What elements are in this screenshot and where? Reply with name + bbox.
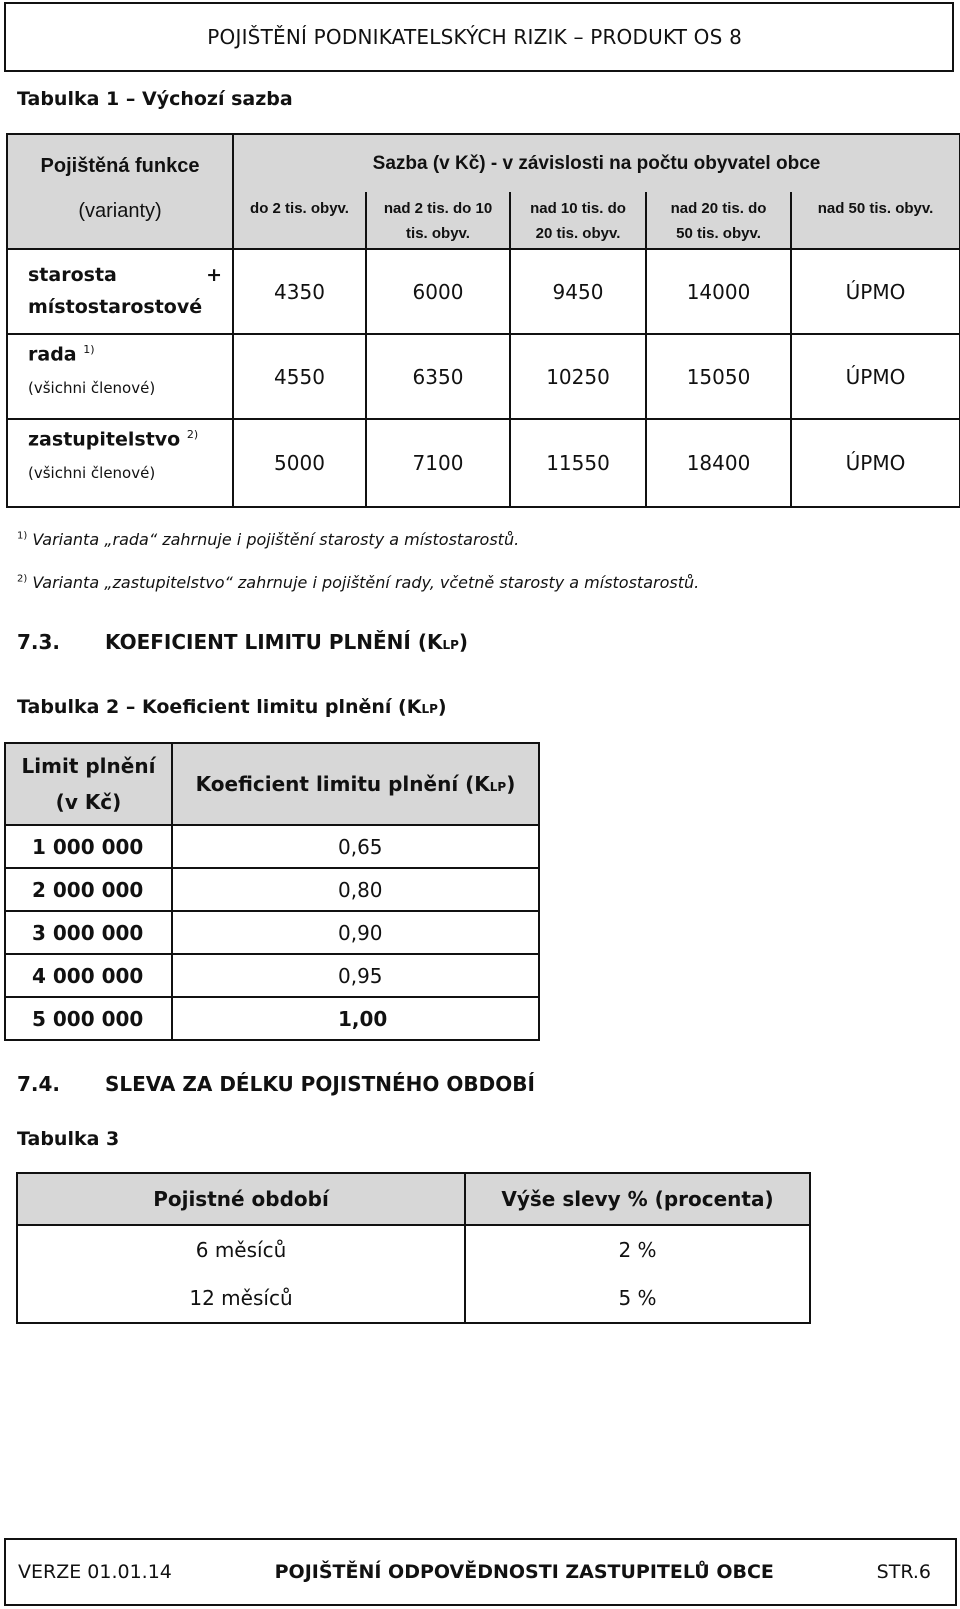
row-label-text: starosta bbox=[28, 264, 117, 286]
footer-page-number: STR.6 bbox=[876, 1561, 931, 1583]
coefficient-header bbox=[172, 743, 539, 825]
column-header-line1: nad 10 tis. do bbox=[530, 200, 626, 217]
row-label-sub: (všichni členové) bbox=[28, 379, 156, 398]
rate-cell: 11550 bbox=[510, 419, 646, 507]
rate-cell: ÚPMO bbox=[791, 419, 960, 507]
rate-cell: 9450 bbox=[510, 249, 646, 334]
rate-cell: 6350 bbox=[366, 334, 510, 419]
column-header bbox=[366, 192, 510, 249]
column-header bbox=[646, 192, 791, 249]
table-row bbox=[7, 334, 960, 419]
discount-header: Výše slevy % (procenta) bbox=[465, 1173, 810, 1225]
column-header-line1: nad 20 tis. do bbox=[670, 200, 767, 217]
footnote-text: Varianta „zastupitelstvo“ zahrnuje i pojištění rady, včetně starosty a místostarostů. bbox=[32, 573, 700, 592]
limit-cell: 5 000 000 bbox=[5, 997, 172, 1040]
rate-cell: 14000 bbox=[646, 249, 791, 334]
rate-cell: ÚPMO bbox=[791, 334, 960, 419]
section-title: KOEFICIENT LIMITU PLNĚNÍ (K bbox=[105, 630, 443, 654]
table2-caption bbox=[17, 696, 447, 718]
rate-cell: 7100 bbox=[366, 419, 510, 507]
limit-cell: 1 000 000 bbox=[5, 825, 172, 868]
row-label bbox=[7, 249, 233, 334]
coefficient-header-text: Koeficient limitu plnění (K bbox=[195, 772, 490, 796]
column-header-line2: 50 tis. obyv. bbox=[676, 225, 761, 242]
table2-limit-coefficient bbox=[4, 742, 540, 1041]
rate-cell: 15050 bbox=[646, 334, 791, 419]
table-row bbox=[5, 868, 539, 911]
footer-title: POJIŠTĚNÍ ODPOVĚDNOSTI ZASTUPITELŮ OBCE bbox=[274, 1561, 774, 1583]
coefficient-cell: 0,90 bbox=[172, 911, 539, 954]
section-title-close: ) bbox=[458, 630, 469, 654]
table3-period-discount bbox=[16, 1172, 811, 1324]
section-title-subscript: LP bbox=[442, 638, 459, 652]
column-header-line2: tis. obyv. bbox=[406, 225, 470, 242]
table2-caption-text: Tabulka 2 – Koeficient limitu plnění (K bbox=[17, 696, 422, 718]
column-header-line2: 20 tis. obyv. bbox=[535, 225, 621, 242]
column-header bbox=[233, 192, 366, 249]
period-cell: 12 měsíců bbox=[17, 1274, 465, 1323]
footnote-2 bbox=[17, 573, 699, 592]
row-label-text2: místostarostové bbox=[28, 296, 203, 318]
column-header bbox=[791, 192, 960, 249]
page-header bbox=[4, 2, 954, 72]
section-7-3-heading bbox=[17, 630, 468, 654]
limit-header-line2: (v Kč) bbox=[55, 790, 122, 814]
page-footer bbox=[4, 1538, 957, 1606]
section-number: 7.3. bbox=[17, 630, 61, 654]
footnote-ref: 2) bbox=[186, 428, 199, 441]
section-number: 7.4. bbox=[17, 1072, 61, 1096]
column-header bbox=[510, 192, 646, 249]
limit-cell: 4 000 000 bbox=[5, 954, 172, 997]
table-row bbox=[7, 419, 960, 507]
table-row bbox=[5, 911, 539, 954]
table-row bbox=[5, 954, 539, 997]
coefficient-cell: 0,65 bbox=[172, 825, 539, 868]
function-header-title: Pojištěná funkce bbox=[40, 155, 200, 177]
rate-cell: 18400 bbox=[646, 419, 791, 507]
table1-base-rate bbox=[6, 133, 960, 508]
header-title: POJIŠTĚNÍ PODNIKATELSKÝCH RIZIK – PRODUKT OS 8 bbox=[207, 25, 742, 49]
limit-header bbox=[5, 743, 172, 825]
column-header-line1: nad 2 tis. do 10 bbox=[383, 200, 493, 217]
table-row bbox=[5, 825, 539, 868]
rate-cell: 6000 bbox=[366, 249, 510, 334]
footnote-1 bbox=[17, 530, 519, 549]
limit-header-line1: Limit plnění bbox=[21, 754, 156, 778]
table3-caption: Tabulka 3 bbox=[17, 1128, 120, 1150]
footnote-ref: 1) bbox=[83, 343, 95, 356]
rate-cell: 4350 bbox=[233, 249, 366, 334]
row-label-text: rada bbox=[28, 343, 77, 366]
table-row bbox=[17, 1225, 810, 1274]
table2-caption-subscript: LP bbox=[421, 702, 438, 716]
footnote-text: Varianta „rada“ zahrnuje i pojištění starosty a místostarostů. bbox=[32, 530, 520, 549]
rate-cell: 5000 bbox=[233, 419, 366, 507]
rate-cell: ÚPMO bbox=[791, 249, 960, 334]
row-label-plus: + bbox=[206, 264, 222, 286]
coefficient-header-subscript: LP bbox=[489, 780, 507, 794]
row-label bbox=[7, 334, 233, 419]
row-label bbox=[7, 419, 233, 507]
discount-cell: 2 % bbox=[465, 1225, 810, 1274]
discount-cell: 5 % bbox=[465, 1274, 810, 1323]
limit-cell: 2 000 000 bbox=[5, 868, 172, 911]
column-header-line1: do 2 tis. obyv. bbox=[250, 200, 349, 217]
period-cell: 6 měsíců bbox=[17, 1225, 465, 1274]
coefficient-cell: 1,00 bbox=[172, 997, 539, 1040]
table-row bbox=[7, 249, 960, 334]
table2-caption-close: ) bbox=[437, 696, 447, 718]
rate-header: Sazba (v Kč) - v závislosti na počtu obyvatel obce bbox=[233, 134, 960, 192]
function-header bbox=[7, 134, 233, 249]
row-label-text: zastupitelstvo bbox=[28, 428, 181, 451]
table1-caption: Tabulka 1 – Výchozí sazba bbox=[17, 88, 293, 110]
coefficient-cell: 0,95 bbox=[172, 954, 539, 997]
section-title: SLEVA ZA DÉLKU POJISTNÉHO OBDOBÍ bbox=[105, 1072, 535, 1096]
table-row bbox=[17, 1274, 810, 1323]
coefficient-header-close: ) bbox=[506, 772, 516, 796]
period-header: Pojistné období bbox=[17, 1173, 465, 1225]
section-7-4-heading bbox=[17, 1072, 535, 1096]
function-header-subtitle: (varianty) bbox=[78, 200, 162, 222]
table-row bbox=[5, 997, 539, 1040]
footnote-marker: 1) bbox=[17, 530, 28, 542]
row-label-sub: (všichni členové) bbox=[28, 464, 156, 483]
footer-version: VERZE 01.01.14 bbox=[18, 1561, 172, 1583]
column-header-line1: nad 50 tis. obyv. bbox=[817, 200, 934, 217]
footnote-marker: 2) bbox=[17, 573, 28, 585]
limit-cell: 3 000 000 bbox=[5, 911, 172, 954]
coefficient-cell: 0,80 bbox=[172, 868, 539, 911]
rate-cell: 4550 bbox=[233, 334, 366, 419]
rate-cell: 10250 bbox=[510, 334, 646, 419]
